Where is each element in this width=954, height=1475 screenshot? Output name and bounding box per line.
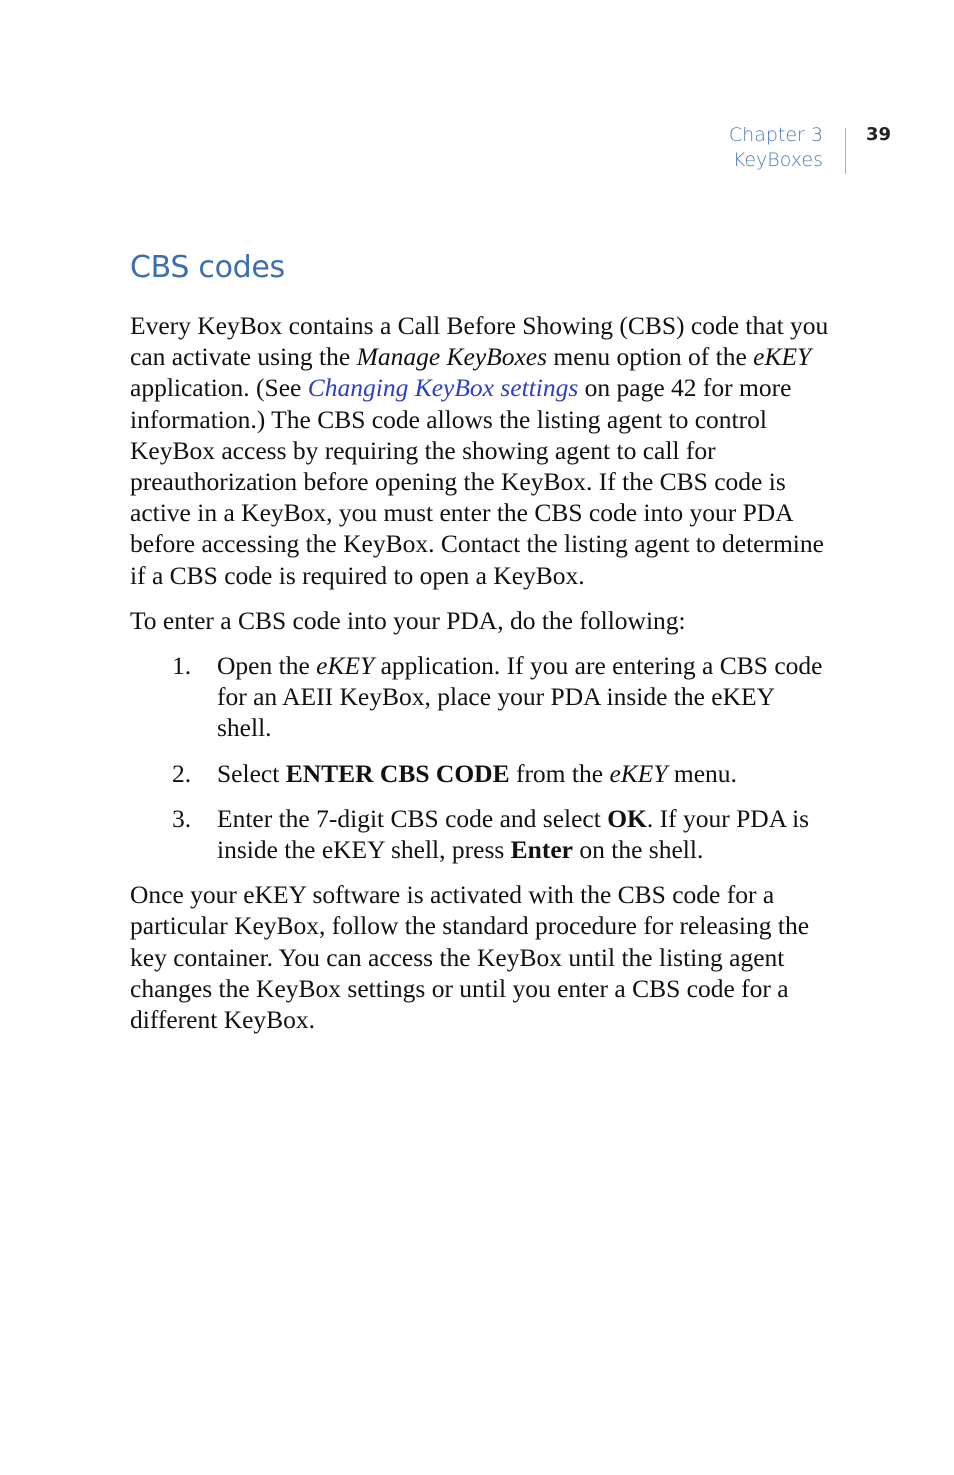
step-emphasis: eKEY (316, 651, 375, 681)
list-item (130, 650, 830, 744)
section-title: CBS codes (130, 250, 285, 285)
step-number: 3. (172, 803, 192, 833)
step-number: 1. (172, 651, 192, 681)
intro-paragraph (130, 310, 830, 591)
chapter-label: Chapter 3 (728, 124, 823, 146)
changing-keybox-settings-link[interactable]: Changing KeyBox settings (307, 373, 579, 403)
intro-text-2: menu option of the (547, 342, 754, 372)
running-header (729, 123, 823, 173)
body-content (130, 310, 830, 1049)
step-text: Open the (217, 651, 317, 681)
step-text: on the shell. (573, 835, 704, 865)
closing-paragraph: Once your eKEY software is activated with the CBS code for a particular KeyBox, follow the standard procedure for releasing the key container. You can access the KeyBox until the listing agent changes the KeyBox settings or until you enter a CBS code for a different KeyBox. (130, 880, 810, 1035)
section-label: KeyBoxes (732, 149, 823, 171)
step-emphasis: eKEY (609, 758, 668, 788)
intro-text-3: application. (See (130, 373, 308, 403)
intro-text-1: Every KeyBox contains a Call Before Showing (CBS) code that you can activate using the (130, 311, 829, 372)
step-bold: Enter (510, 835, 573, 865)
intro-text-4: on page 42 for more information.) The CBS code allows the listing agent to control KeyBox access by requiring the showing agent to call for preauthorization before opening the KeyBox. If the CBS code is active in a KeyBox, you must enter the CBS code into your PDA before accessing the KeyBox. Contact the listing agent to determine if a CBS code is required to open a KeyBox. (130, 373, 824, 590)
intro-emphasis-manage-keyboxes: Manage KeyBoxes (356, 342, 548, 372)
list-item (130, 803, 830, 865)
step-text: . If your PDA is inside the eKEY shell, press (217, 803, 810, 865)
page-number: 39 (866, 124, 892, 145)
step-text: Select (217, 758, 286, 788)
step-text: menu. (667, 758, 737, 788)
step-text: Enter the 7-digit CBS code and select (217, 803, 608, 833)
list-item (130, 758, 830, 789)
header-divider (845, 128, 846, 174)
step-text: application. If you are entering a CBS code for an AEII KeyBox, place your PDA inside the eKEY shell. (217, 651, 823, 743)
step-bold: OK (607, 803, 647, 833)
step-number: 2. (172, 758, 192, 788)
lead-paragraph: To enter a CBS code into your PDA, do the following: (130, 605, 686, 635)
step-text: from the (509, 758, 610, 788)
intro-emphasis-ekey: eKEY (753, 342, 812, 372)
step-bold: ENTER CBS CODE (285, 758, 510, 788)
steps-list (130, 650, 830, 865)
